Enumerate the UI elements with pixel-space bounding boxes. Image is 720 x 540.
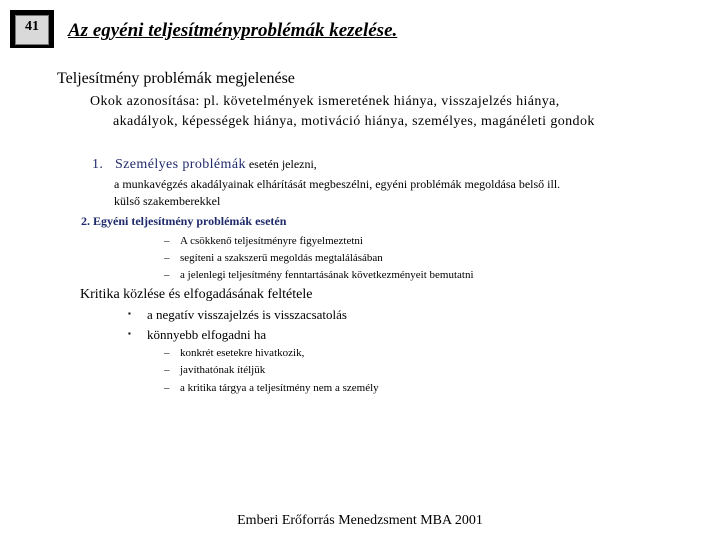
section-heading: Teljesítmény problémák megjelenése [57,70,295,87]
bullet-2: ▪ [128,329,131,338]
item-2-title: 2. Egyéni teljesítmény problémák esetén [81,214,287,228]
critique-bullet-2: könnyebb elfogadni ha [147,327,267,342]
dash-1: – [164,235,170,247]
dash-4: – [164,347,170,359]
item-1-index: 1. [92,157,104,172]
item-2-point-3: a jelenlegi teljesítmény fenntartásának következményeit bemutatni [180,269,474,281]
item-1-line-2: a munkavégzés akadályainak elhárítását megbeszélni, egyéni problémák megoldása belső ill. [114,177,561,191]
critique-point-1: konkrét esetekre hivatkozik, [180,347,305,359]
footer: Emberi Erőforrás Menedzsment MBA 2001 [237,513,483,528]
critique-heading: Kritika közlése és elfogadásának feltétele [80,287,313,302]
dash-5: – [164,364,170,376]
item-2-point-1: A csökkenő teljesítményre figyelmeztetni [180,235,363,247]
dash-2: – [164,252,170,264]
critique-point-2: javíthatónak ítéljük [180,364,266,376]
item-1-highlight: Személyes problémák [115,157,246,172]
slide-number: 41 [15,15,49,45]
item-1-rest: esetén jelezni, [245,157,317,171]
slide-title: Az egyéni teljesítményproblémák kezelése. [68,20,398,41]
item-2-point-2: segíteni a szakszerű megoldás megtalálásában [180,252,383,264]
critique-point-3: a kritika tárgya a teljesítmény nem a személy [180,382,379,394]
item-1-line-1 [115,157,317,173]
causes-line-2: akadályok, képességek hiánya, motiváció hiánya, személyes, magánéleti gondok [113,114,595,129]
dash-3: – [164,269,170,281]
item-1-number [92,157,103,173]
bullet-1: ▪ [128,309,131,318]
causes-line-1: Okok azonosítása: pl. követelmények ismeretének hiánya, visszajelzés hiánya, [90,94,560,109]
critique-bullet-1: a negatív visszajelzés is visszacsatolás [147,307,347,322]
item-1-line-3: külső szakemberekkel [114,194,221,208]
slide-number-badge [10,10,54,48]
dash-6: – [164,382,170,394]
